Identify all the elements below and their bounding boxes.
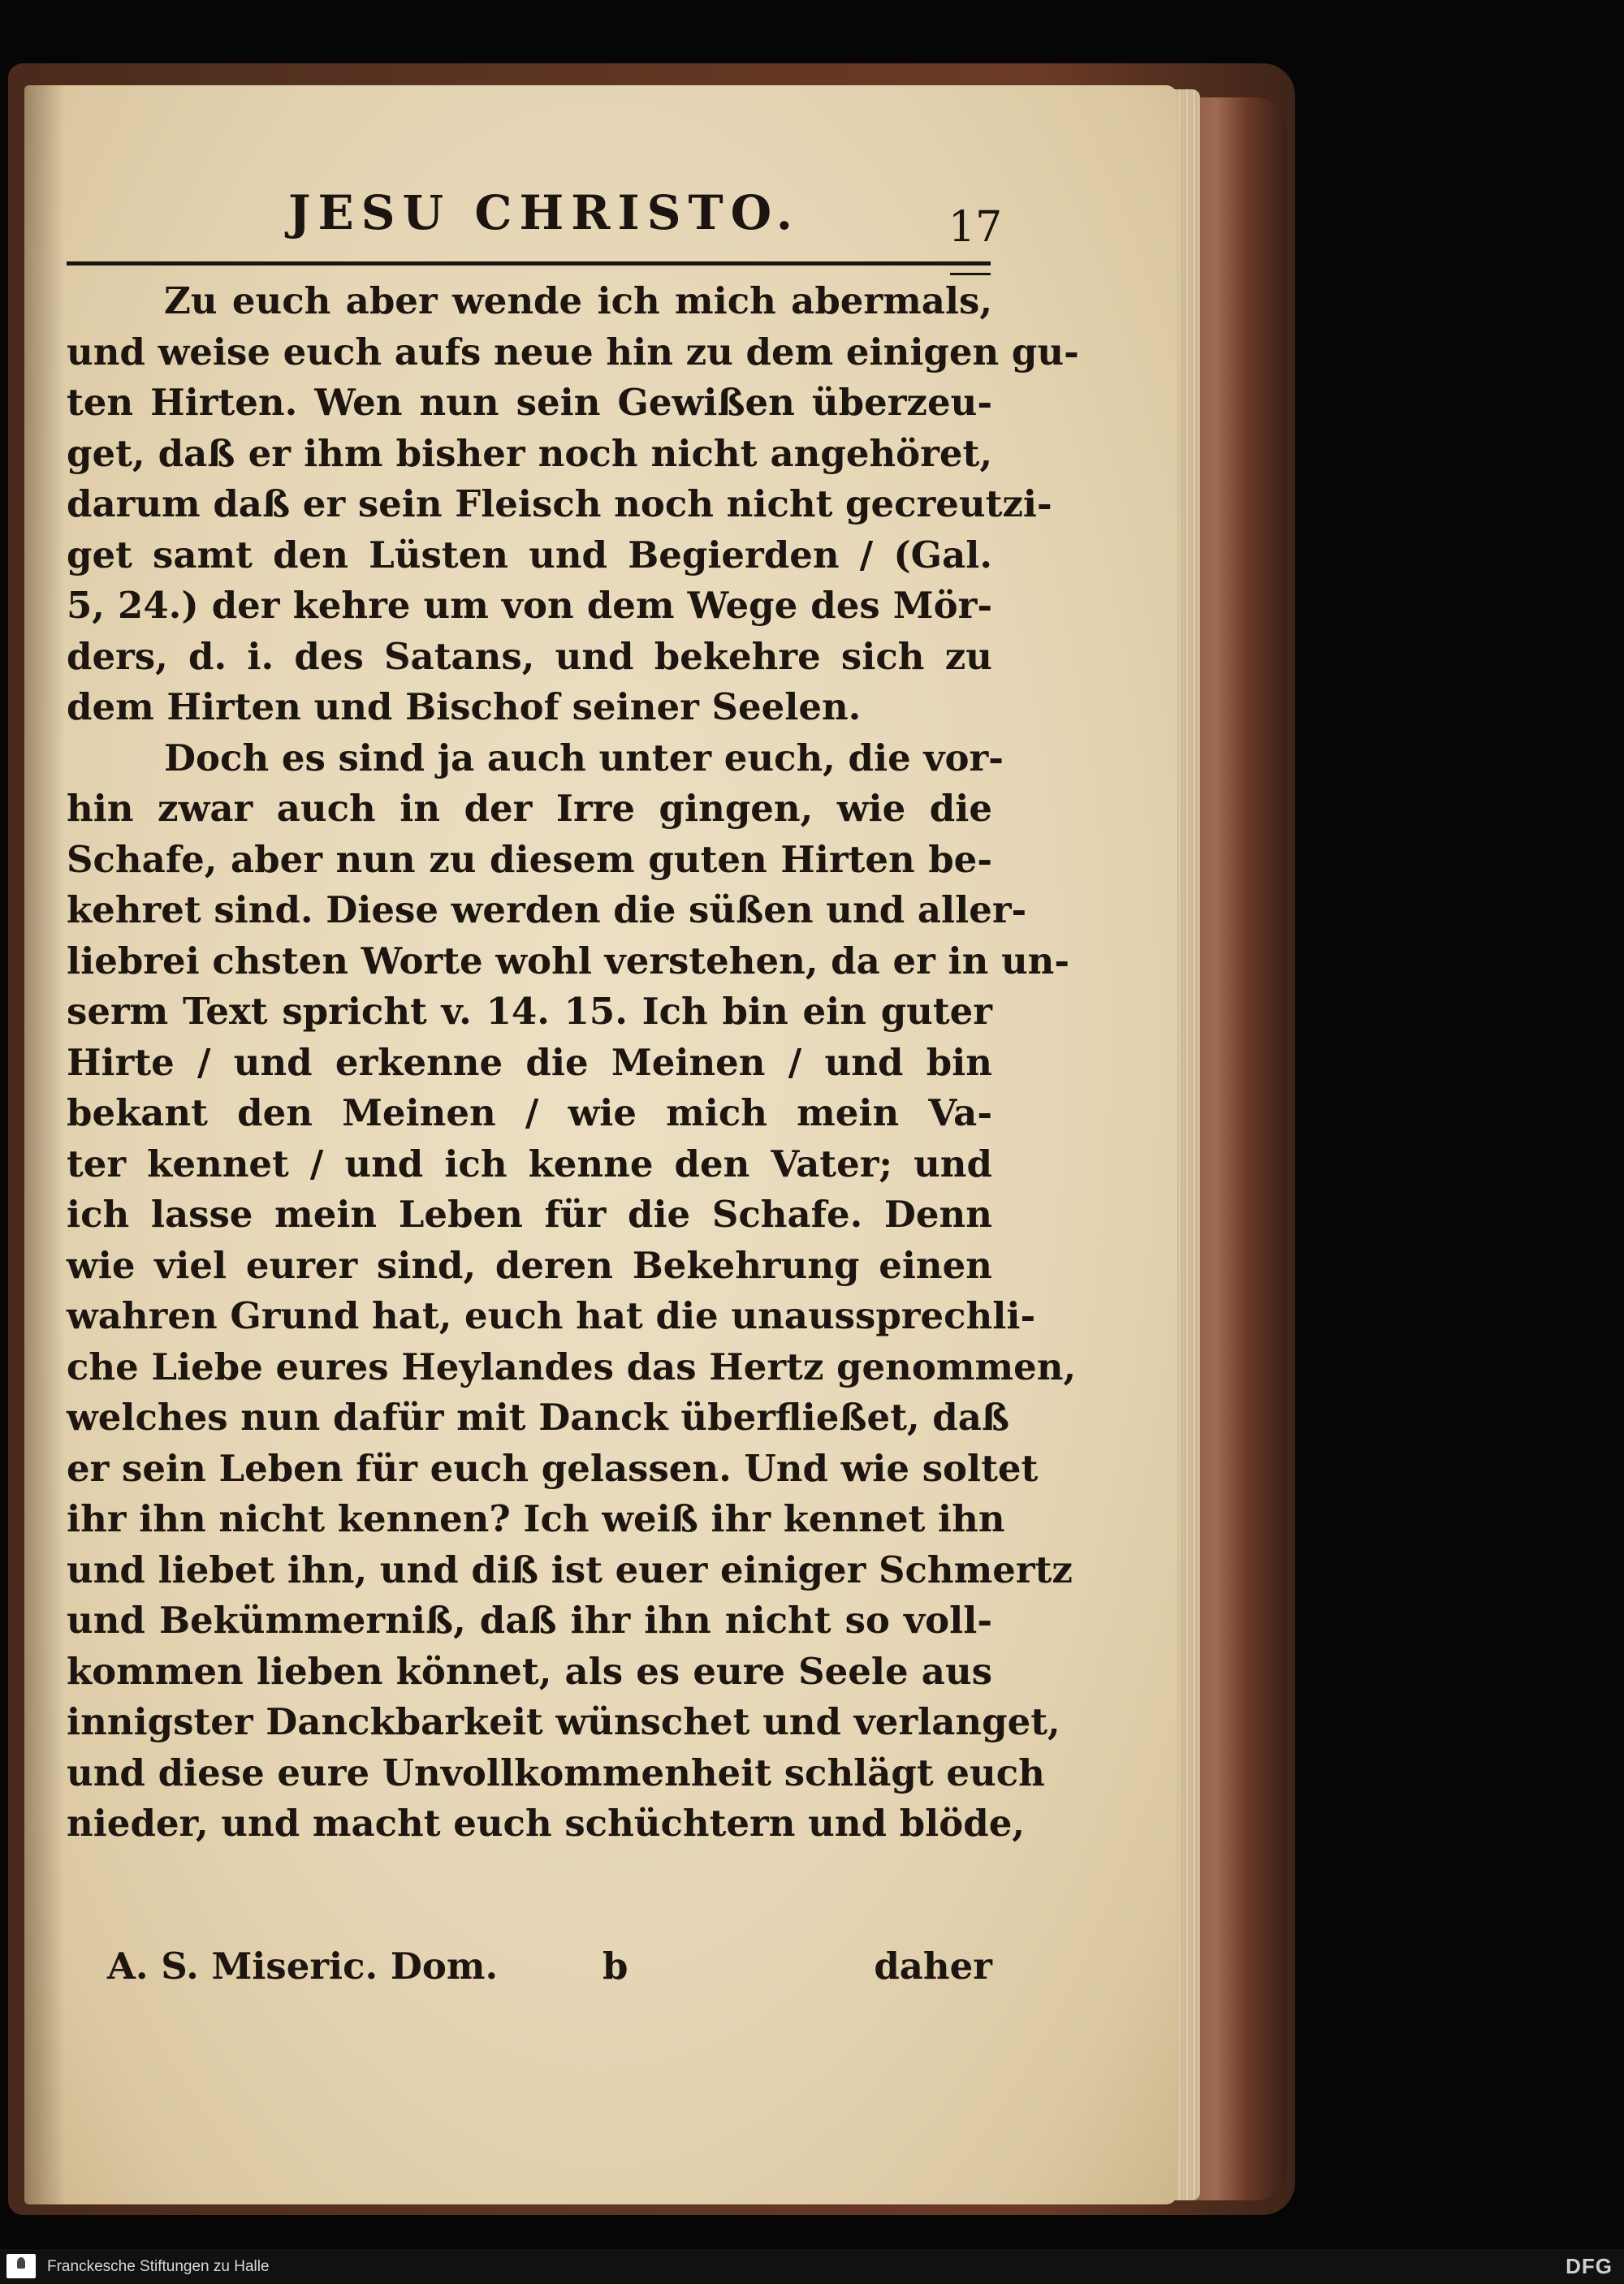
institution-logo-icon[interactable]: [6, 2254, 36, 2278]
text-line: ter kennet / und ich kenne den Vater; und: [67, 1142, 992, 1185]
text-line: ihr ihn nicht kennen? Ich weiß ihr kennet ihn: [67, 1497, 1005, 1540]
header-rule-right: [950, 273, 991, 275]
text-line: bekant den Meinen / wie mich mein Va-: [67, 1091, 992, 1134]
page-footer: [67, 1945, 992, 2001]
text-line: Schafe, aber nun zu diesem guten Hirten be-: [67, 837, 992, 881]
catchword: daher: [874, 1945, 992, 1988]
gutter-shadow: [24, 85, 65, 2204]
logo-mark-icon: [17, 2257, 25, 2269]
text-line: 5, 24.) der kehre um von dem Wege des Mör-: [67, 584, 992, 627]
sheet-signature: b: [603, 1945, 628, 1988]
text-line: Doch es sind ja auch unter euch, die vor-: [164, 736, 1004, 779]
text-line: hin zwar auch in der Irre gingen, wie die: [67, 787, 992, 830]
text-line: und Bekümmerniß, daß ihr ihn nicht so voll-: [67, 1599, 992, 1642]
text-line: ders, d. i. des Satans, und bekehre sich zu: [67, 634, 992, 678]
text-line: er sein Leben für euch gelassen. Und wie soltet: [67, 1446, 1039, 1490]
institution-name[interactable]: Franckesche Stiftungen zu Halle: [47, 2258, 270, 2275]
text-line: dem Hirten und Bischof seiner Seelen.: [67, 685, 862, 728]
running-head: JESU CHRISTO.: [288, 185, 800, 240]
text-line: nieder, und macht euch schüchtern und blöde,: [67, 1802, 1026, 1845]
header-rule: [67, 261, 991, 266]
text-line: und weise euch aufs neue hin zu dem einigen gu-: [67, 330, 1079, 373]
text-line: kommen lieben könnet, als es eure Seele aus: [67, 1649, 992, 1693]
text-line: liebrei chsten Worte wohl verstehen, da er in un-: [67, 939, 1070, 982]
text-line: Zu euch aber wende ich mich abermals,: [164, 279, 992, 322]
body-text: [67, 276, 1079, 1850]
text-line: kehret sind. Diese werden die süßen und aller-: [67, 888, 1027, 931]
text-line: Hirte / und erkenne die Meinen / und bin: [67, 1040, 992, 1084]
text-line: che Liebe eures Heylandes das Hertz genommen,: [67, 1345, 1077, 1388]
text-line: ich lasse mein Leben für die Schafe. Denn: [67, 1193, 992, 1236]
page-number: 17: [948, 203, 1003, 252]
text-line: wie viel eurer sind, deren Bekehrung einen: [67, 1243, 992, 1287]
text-line: und diese eure Unvollkommenheit schlägt euch: [67, 1751, 1045, 1794]
text-line: und liebet ihn, und diß ist euer einiger Schmertz: [67, 1548, 1073, 1591]
signature-mark: A. S. Miseric. Dom.: [107, 1945, 499, 1988]
text-line: wahren Grund hat, euch hat die unaussprechli-: [67, 1294, 1036, 1337]
text-line: innigster Danckbarkeit wünschet und verlanget,: [67, 1700, 1060, 1743]
text-line: darum daß er sein Fleisch noch nicht gecreutzi-: [67, 482, 1052, 525]
funder-logo[interactable]: DFG: [1566, 2254, 1613, 2278]
text-line: welches nun dafür mit Danck überfließet, daß: [67, 1396, 1010, 1439]
text-line: ten Hirten. Wen nun sein Gewißen überzeu-: [67, 381, 992, 424]
text-line: get samt den Lüsten und Begierden / (Gal.: [67, 533, 992, 576]
text-line: serm Text spricht v. 14. 15. Ich bin ein guter: [67, 990, 992, 1033]
book-cover-edge: [1186, 97, 1287, 2200]
viewer-footer-bar: [0, 2249, 1624, 2284]
text-line: get, daß er ihm bisher noch nicht angehöret,: [67, 431, 992, 475]
